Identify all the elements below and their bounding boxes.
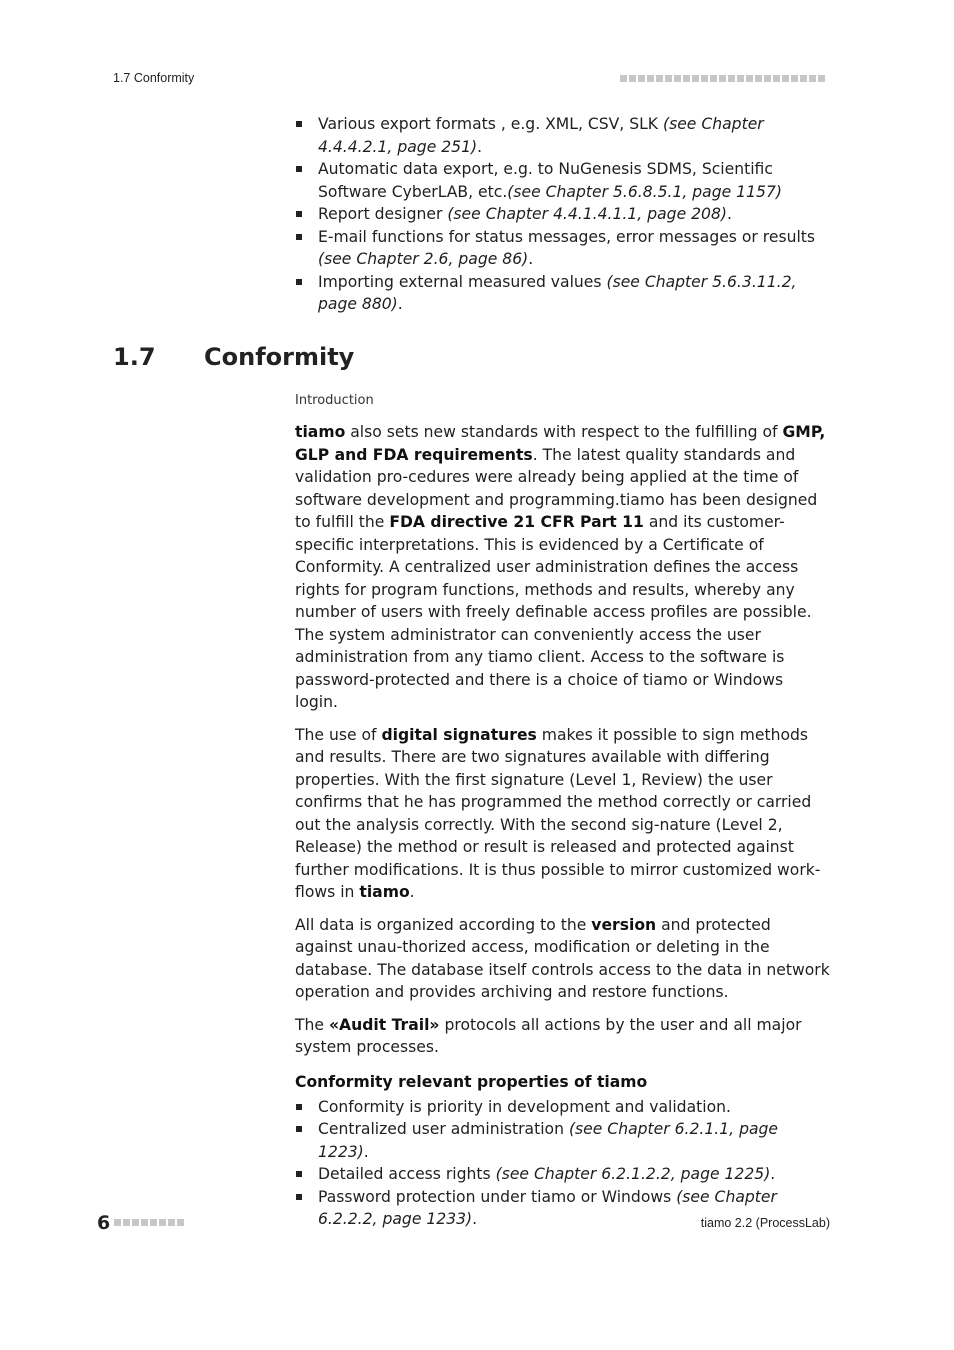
list-item-text: Automatic data export, e.g. to NuGenesis SDMS, Scientific Software CyberLAB, etc. bbox=[318, 160, 773, 201]
introduction-label: Introduction bbox=[295, 393, 374, 408]
text-run: and its customer-specific interpretations. This is evidenced by a Certificate of Conformity. A centralized user administration defines the access rights for program functions, methods and results, whereby any number of users with freely definable access profiles are possible. The system administrator can conveniently access the user administration from any tiamo client. Access to the software is password-protected and there is a choice of tiamo or Windows login. bbox=[295, 513, 812, 711]
list-item bbox=[295, 1096, 830, 1119]
list-item bbox=[295, 271, 830, 316]
bold-term: tiamo bbox=[359, 883, 410, 901]
paragraph-signatures bbox=[295, 724, 830, 904]
list-item-tail: . bbox=[472, 1210, 478, 1228]
feature-list bbox=[295, 113, 830, 316]
list-item-tail: . bbox=[726, 205, 732, 223]
header-decoration bbox=[620, 71, 830, 85]
chapter-reference-link[interactable]: (see Chapter 4.4.1.4.1.1, page 208) bbox=[447, 205, 727, 223]
list-item-tail: . bbox=[770, 1165, 776, 1183]
list-item-text: Detailed access rights bbox=[318, 1165, 496, 1183]
list-item-tail: . bbox=[363, 1142, 369, 1161]
body-text bbox=[295, 421, 830, 1231]
text-run: The use of bbox=[295, 725, 382, 744]
text-run: . bbox=[409, 883, 415, 901]
list-item-text: Various export formats , e.g. XML, CSV, SLK bbox=[318, 115, 663, 133]
paragraph-version bbox=[295, 914, 830, 1004]
section-heading bbox=[113, 343, 354, 371]
chapter-reference-link[interactable]: (see Chapter 5.6.3.11.2, page 880) bbox=[318, 272, 797, 313]
list-item-text: Report designer bbox=[318, 205, 448, 223]
list-item-tail: . bbox=[397, 295, 403, 313]
bold-term: GMP, GLP and FDA requirements bbox=[295, 423, 826, 464]
list-item-text: Conformity is priority in development and validation. bbox=[318, 1097, 731, 1116]
list-item bbox=[295, 158, 830, 203]
list-item-text: Centralized user administration bbox=[318, 1120, 569, 1138]
section-title: Conformity bbox=[204, 343, 355, 371]
text-run: protocols all actions by the user and all major system processes. bbox=[295, 1015, 802, 1056]
bold-term: FDA directive 21 CFR Part 11 bbox=[389, 513, 644, 531]
list-item-tail: . bbox=[528, 250, 534, 268]
list-item bbox=[295, 1118, 830, 1163]
list-item-text: E-mail functions for status messages, error messages or results bbox=[318, 227, 816, 246]
bold-term: tiamo bbox=[295, 423, 346, 441]
text-run: All data is organized according to the bbox=[295, 915, 592, 934]
chapter-reference-link[interactable]: (see Chapter 5.6.8.5.1, page 1157) bbox=[507, 182, 782, 201]
chapter-reference-link[interactable]: (see Chapter 2.6, page 86) bbox=[318, 250, 529, 268]
chapter-reference-link[interactable]: (see Chapter 6.2.1.2.2, page 1225) bbox=[495, 1165, 771, 1183]
running-header: 1.7 Conformity bbox=[113, 71, 195, 85]
paragraph-audit-trail bbox=[295, 1014, 830, 1059]
text-run: and protected against unau-thorized access, modification or deleting in the database. The database itself controls access to the data in network operation and provides archiving and restore functions. bbox=[295, 915, 830, 1001]
list-item bbox=[295, 113, 830, 158]
bold-term: digital signatures bbox=[381, 725, 537, 744]
feature-list-block bbox=[295, 113, 830, 316]
conformity-properties-list bbox=[295, 1096, 830, 1231]
list-item-text: Password protection under tiamo or Windows bbox=[318, 1187, 677, 1206]
text-run: . The latest quality standards and validation pro-cedures were already being applied at the time of software development and programming.tiamo has been designed to fulfill the bbox=[295, 445, 818, 531]
footer-decoration bbox=[114, 1219, 184, 1226]
text-run: The bbox=[295, 1015, 329, 1034]
page-number: 6 bbox=[97, 1212, 111, 1234]
text-run: also sets new standards with respect to the fulfilling of bbox=[345, 423, 783, 441]
bold-term: version bbox=[591, 915, 657, 934]
paragraph-standards bbox=[295, 421, 830, 714]
text-run: makes it possible to sign methods and results. There are two signatures available with differing properties. With the first signature (Level 1, Review) the user confirms that he has programmed the method correctly or carried out the analysis correctly. With the second sig-nature (Level 2, Release) the method or result is released and protected against further modifications. It is thus possible to mirror customized work-flows in bbox=[295, 725, 821, 901]
list-item bbox=[295, 203, 830, 226]
chapter-reference-link[interactable]: (see Chapter 6.2.2.2, page 1233) bbox=[318, 1187, 777, 1228]
bold-term: «Audit Trail» bbox=[328, 1015, 440, 1034]
chapter-reference-link[interactable]: (see Chapter 4.4.4.2.1, page 251) bbox=[318, 115, 764, 156]
chapter-reference-link[interactable]: (see Chapter 6.2.1.1, page 1223) bbox=[318, 1120, 779, 1161]
list-item bbox=[295, 226, 830, 271]
subheading: Conformity relevant properties of tiamo bbox=[295, 1072, 648, 1091]
list-item-tail: . bbox=[477, 137, 483, 156]
section-number: 1.7 bbox=[113, 343, 156, 371]
product-name: tiamo 2.2 (ProcessLab) bbox=[700, 1216, 830, 1230]
list-item bbox=[295, 1163, 830, 1186]
list-item-text: Importing external measured values bbox=[318, 272, 607, 291]
